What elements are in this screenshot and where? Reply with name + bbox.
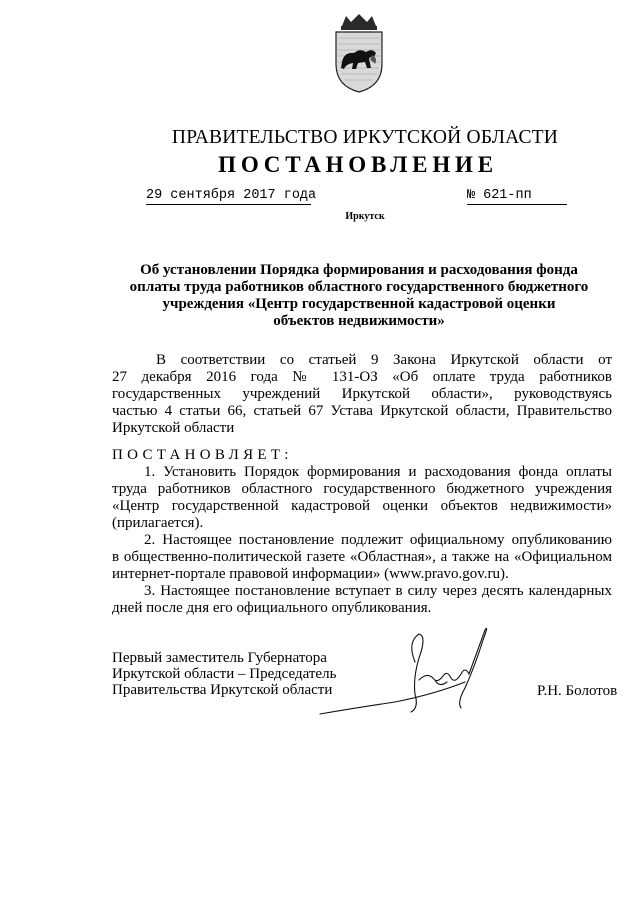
position-line: Иркутской области – Председатель <box>112 666 337 682</box>
text-line: 2. Настоящее постановление подлежит официальному опубликованию <box>144 532 612 548</box>
title-line: объектов недвижимости» <box>273 313 445 329</box>
text-line: В соответствии со статьей 9 Закона Иркутской области от <box>156 352 612 368</box>
text-line: (прилагается). <box>112 515 204 531</box>
position-line: Первый заместитель Губернатора <box>112 650 327 666</box>
position-line: Правительства Иркутской области <box>112 682 333 698</box>
intro-paragraph <box>112 352 612 437</box>
date-value: 29 сентября 2017 года <box>146 188 317 203</box>
item-2-paragraph <box>112 532 612 583</box>
text-line: интернет-портале правовой информации» (www.pravo.gov.ru). <box>112 566 509 582</box>
text-line: 3. Настоящее постановление вступает в силу через десять календарных <box>144 583 612 599</box>
text-line: дней после дня его официального опубликования. <box>112 600 432 616</box>
item-3-paragraph <box>112 583 612 617</box>
decree-date <box>146 188 317 205</box>
resolve-word: ПОСТАНОВЛЯЕТ: <box>112 447 293 463</box>
number-sign: № <box>467 188 476 203</box>
text-line: 1. Установить Порядок формирования и расходования фонда оплаты <box>144 464 612 480</box>
title-line: оплаты труда работников областного государственного бюджетного <box>129 279 589 295</box>
decree-number <box>467 188 567 205</box>
handwritten-signature <box>315 622 495 722</box>
text-line: труда работников областного государственного бюджетного учреждения <box>112 481 612 497</box>
title-line: учреждения «Центр государственной кадастровой оценки <box>162 296 556 312</box>
text-line: частью 4 статьи 66, статьей 67 Устава Иркутской области, Правительство <box>112 403 612 419</box>
text-line: Иркутской области <box>112 420 235 436</box>
coat-of-arms-icon <box>328 12 390 94</box>
city: Иркутск <box>345 211 385 222</box>
document-title <box>112 262 606 330</box>
signer-name: Р.Н. Болотов <box>537 683 618 699</box>
title-line: Об установлении Порядка формирования и расходования фонда <box>140 262 578 278</box>
text-line: 27 декабря 2016 года № 131-ОЗ «Об оплате труда работников <box>112 369 612 385</box>
document-type: ПОСТАНОВЛЕНИЕ <box>218 152 498 177</box>
signer-position <box>112 650 336 698</box>
item-1-paragraph <box>112 464 612 532</box>
number-value: 621-пп <box>483 188 532 203</box>
text-line: в общественно-политической газете «Областная», а также на «Официальном <box>112 549 612 565</box>
text-line: государственных учреждений Иркутской области», руководствуясь <box>112 386 612 402</box>
government-name: ПРАВИТЕЛЬСТВО ИРКУТСКОЙ ОБЛАСТИ <box>171 127 559 148</box>
text-line: «Центр государственной кадастровой оценки объектов недвижимости» <box>112 498 612 514</box>
